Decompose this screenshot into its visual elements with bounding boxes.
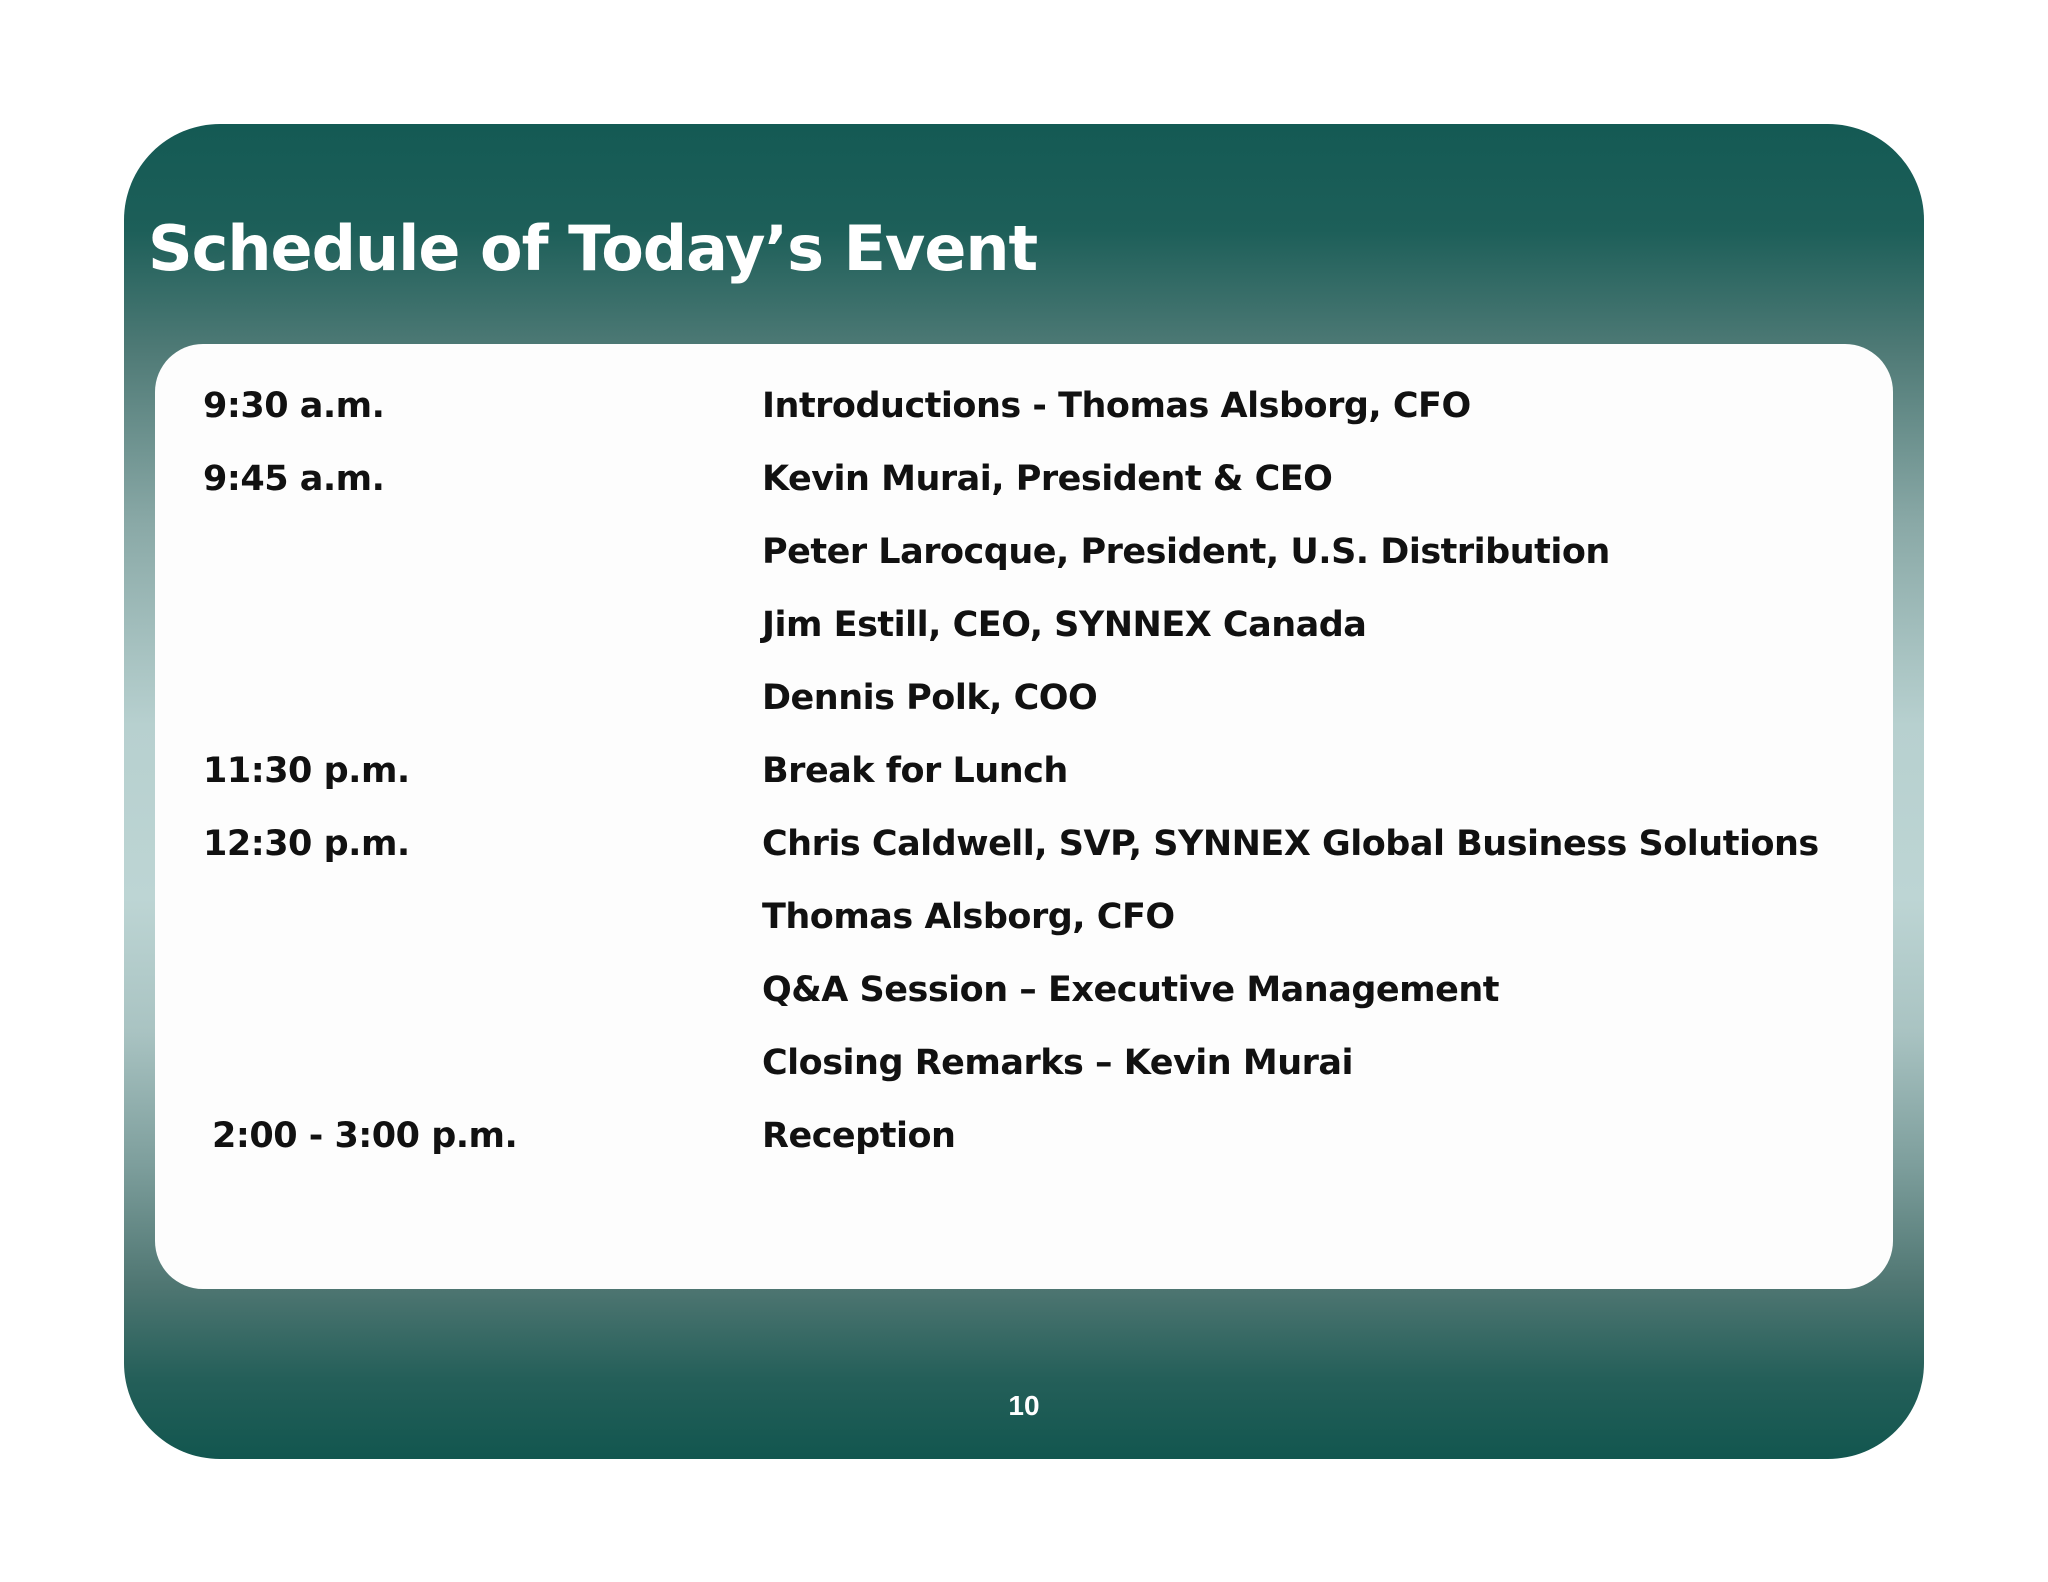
schedule-item: Chris Caldwell, SVP, SYNNEX Global Business Solutions [762, 824, 1819, 864]
schedule-item: Break for Lunch [762, 751, 1068, 791]
schedule-time: 11:30 p.m. [203, 751, 410, 791]
schedule-item: Thomas Alsborg, CFO [762, 897, 1175, 937]
schedule-time: 2:00 - 3:00 p.m. [212, 1116, 518, 1156]
schedule-item: Reception [762, 1116, 956, 1156]
schedule-item: Introductions - Thomas Alsborg, CFO [762, 386, 1471, 426]
schedule-row [155, 897, 1893, 957]
schedule-row [155, 1116, 1893, 1176]
schedule-item: Closing Remarks – Kevin Murai [762, 1043, 1354, 1083]
slide-title: Schedule of Today’s Event [148, 212, 1038, 285]
schedule-panel [155, 344, 1893, 1289]
schedule-item: Q&A Session – Executive Management [762, 970, 1499, 1010]
schedule-item: Dennis Polk, COO [762, 678, 1098, 718]
schedule-row [155, 605, 1893, 665]
schedule-time: 9:30 a.m. [203, 386, 385, 426]
schedule-row [155, 1043, 1893, 1103]
slide-frame [124, 124, 1924, 1459]
schedule-row [155, 678, 1893, 738]
schedule-row [155, 970, 1893, 1030]
schedule-row [155, 459, 1893, 519]
schedule-row [155, 386, 1893, 446]
schedule-item: Jim Estill, CEO, SYNNEX Canada [762, 605, 1367, 645]
page-number: 10 [1008, 1390, 1040, 1421]
schedule-time: 12:30 p.m. [203, 824, 410, 864]
schedule-time: 9:45 a.m. [203, 459, 385, 499]
schedule-row [155, 751, 1893, 811]
schedule-row [155, 824, 1893, 884]
schedule-item: Kevin Murai, President & CEO [762, 459, 1333, 499]
schedule-item: Peter Larocque, President, U.S. Distribution [762, 532, 1610, 572]
schedule-row [155, 532, 1893, 592]
